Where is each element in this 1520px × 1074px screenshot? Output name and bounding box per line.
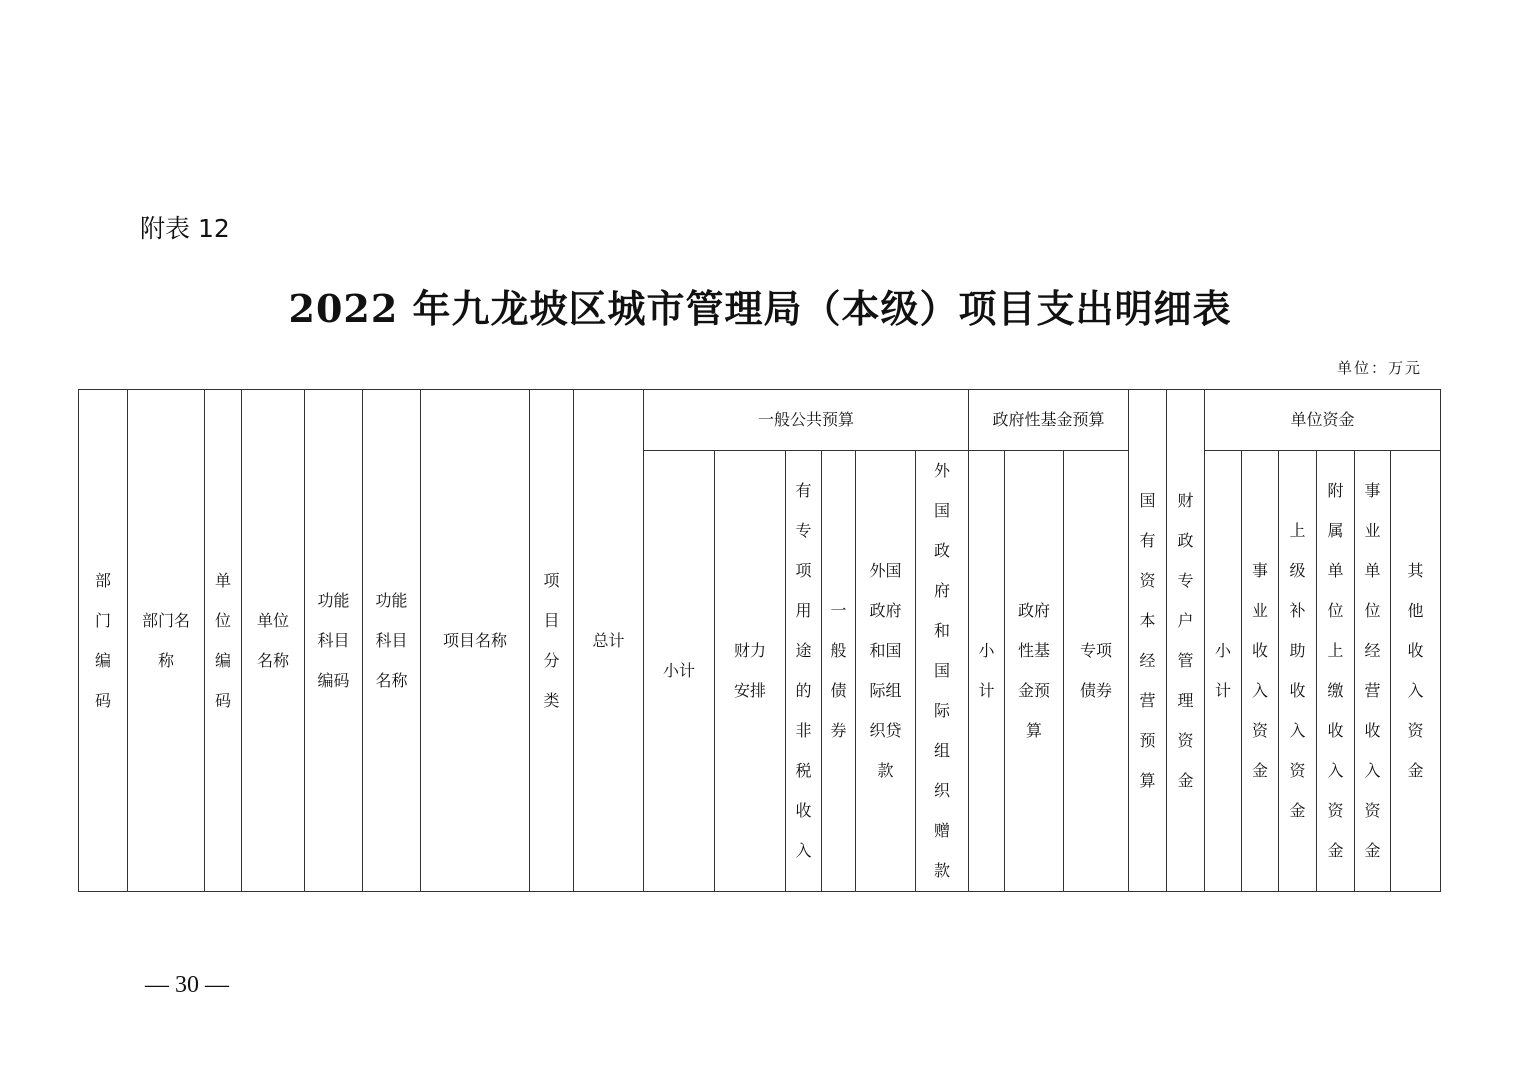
header-func-name: 功能 科目 名称 [363, 390, 421, 892]
header-gov-fund: 政府 性基 金预 算 [1005, 451, 1064, 892]
header-special-bonds: 专项 债券 [1064, 451, 1129, 892]
header-general-subtotal: 小计 [644, 451, 715, 892]
header-fiscal-allocation: 财力 安排 [715, 451, 786, 892]
header-state-capital: 国 有 资 本 经 营 预 算 [1129, 390, 1167, 892]
header-group-unit-funds: 单位资金 [1205, 390, 1441, 451]
header-general-bonds: 一 般 债 券 [822, 451, 856, 892]
header-unit-subtotal: 小 计 [1205, 451, 1242, 892]
header-other-income: 其 他 收 入 资 金 [1391, 451, 1441, 892]
page-title: 2022 年九龙坡区城市管理局（本级）项目支出明细表 [288, 286, 1232, 331]
header-total: 总计 [574, 390, 644, 892]
header-operating-income: 事 业 单 位 经 营 收 入 资 金 [1355, 451, 1391, 892]
header-gov-fund-subtotal: 小 计 [969, 451, 1005, 892]
header-superior-subsidy: 上 级 补 助 收 入 资 金 [1279, 451, 1317, 892]
page-number: — 30 — [145, 972, 229, 998]
header-affiliated-income: 附 属 单 位 上 缴 收 入 资 金 [1317, 451, 1355, 892]
header-business-income: 事 业 收 入 资 金 [1242, 451, 1279, 892]
header-func-code: 功能 科目 编码 [305, 390, 363, 892]
header-foreign-loans: 外国 政府 和国 际组 织贷 款 [856, 451, 916, 892]
header-group-gov-fund-budget: 政府性基金预算 [969, 390, 1129, 451]
project-expenditure-table [78, 389, 1441, 892]
header-fiscal-special-account: 财 政 专 户 管 理 资 金 [1167, 390, 1205, 892]
unit-note: 单位：万元 [1337, 359, 1423, 377]
header-dept-code: 部 门 编 码 [79, 390, 128, 892]
attachment-label: 附表 12 [140, 214, 230, 243]
header-project-category: 项 目 分 类 [530, 390, 574, 892]
header-foreign-grants: 外 国 政 府 和 国 际 组 织 赠 款 [916, 451, 969, 892]
header-dept-name: 部门名 称 [128, 390, 205, 892]
header-special-nontax: 有 专 项 用 途 的 非 税 收 入 [786, 451, 822, 892]
header-unit-name: 单位 名称 [242, 390, 305, 892]
header-unit-code: 单 位 编 码 [205, 390, 242, 892]
header-project-name: 项目名称 [421, 390, 530, 892]
header-group-general-budget: 一般公共预算 [644, 390, 969, 451]
